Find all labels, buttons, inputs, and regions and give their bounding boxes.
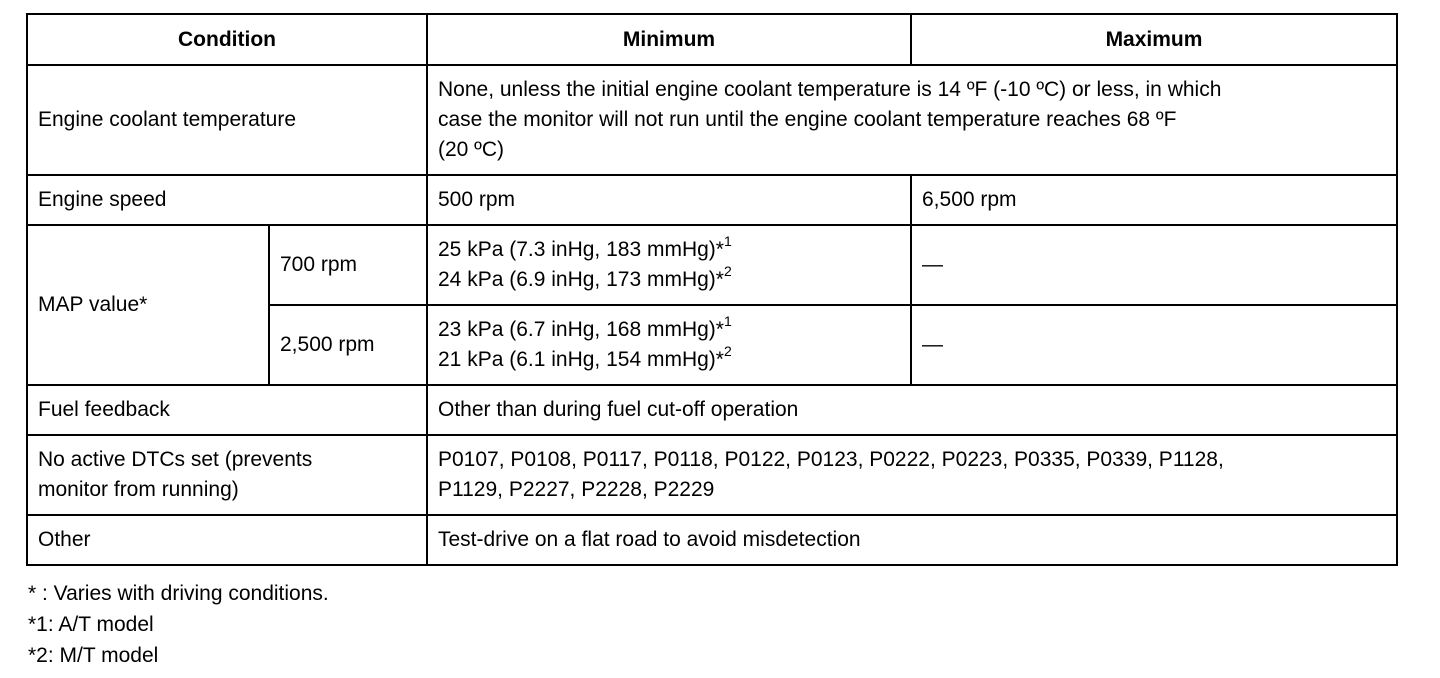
map-2500-min-line1: [438, 315, 900, 345]
coolant-value: [427, 65, 1397, 175]
table-row-other: [27, 515, 1397, 565]
other-label: Other: [27, 515, 427, 565]
map-label: MAP value*: [27, 225, 269, 385]
header-maximum: Maximum: [911, 14, 1397, 65]
map-2500-maximum: —: [911, 305, 1397, 385]
speed-minimum: 500 rpm: [427, 175, 911, 225]
header-row: [27, 14, 1397, 65]
map-2500-min-line1-sup: 1: [723, 313, 732, 329]
speed-maximum: 6,500 rpm: [911, 175, 1397, 225]
speed-label: Engine speed: [27, 175, 427, 225]
map-2500-min-line2-sup: 2: [723, 343, 732, 359]
footnote-at-model: *1: A/T model: [28, 613, 154, 636]
conditions-table: [26, 13, 1398, 566]
map-700-minimum: [427, 225, 911, 305]
map-700-min-line2-text: 24 kPa (6.9 inHg, 173 mmHg)*: [438, 268, 724, 291]
dtc-label-line1: No active DTCs set (prevents: [38, 448, 313, 471]
dtc-value-line2: P1129, P2227, P2228, P2229: [438, 478, 715, 501]
map-700-rpm: 700 rpm: [269, 225, 427, 305]
header-minimum: Minimum: [427, 14, 911, 65]
other-value: Test-drive on a flat road to avoid misdetection: [427, 515, 1397, 565]
table-row-fuel: [27, 385, 1397, 435]
map-700-min-line2: [438, 265, 900, 295]
fuel-value: Other than during fuel cut-off operation: [427, 385, 1397, 435]
coolant-value-line2: case the monitor will not run until the engine coolant temperature reaches 68 ºF: [438, 108, 1177, 131]
map-2500-min-line2-text: 21 kPa (6.1 inHg, 154 mmHg)*: [438, 348, 724, 371]
dtc-value-line1: P0107, P0108, P0117, P0118, P0122, P0123, P0222, P0223, P0335, P0339, P1128,: [438, 448, 1224, 471]
table-row-map-700: [27, 225, 1397, 305]
table-row-coolant: [27, 65, 1397, 175]
dtc-label: [27, 435, 427, 515]
dtc-value: [427, 435, 1397, 515]
map-700-min-line1-sup: 1: [723, 233, 732, 249]
map-700-min-line1: [438, 235, 900, 265]
header-condition: Condition: [27, 14, 427, 65]
map-2500-min-line2: [438, 345, 900, 375]
map-700-maximum: —: [911, 225, 1397, 305]
footnote-mt-model: *2: M/T model: [28, 644, 159, 667]
fuel-label: Fuel feedback: [27, 385, 427, 435]
table-row-dtc: [27, 435, 1397, 515]
map-700-min-line2-sup: 2: [723, 263, 732, 279]
map-2500-rpm: 2,500 rpm: [269, 305, 427, 385]
footnotes: [28, 578, 329, 671]
map-700-min-line1-text: 25 kPa (7.3 inHg, 183 mmHg)*: [438, 238, 724, 261]
table-row-speed: [27, 175, 1397, 225]
footnote-varies: * : Varies with driving conditions.: [28, 582, 329, 605]
map-2500-min-line1-text: 23 kPa (6.7 inHg, 168 mmHg)*: [438, 318, 724, 341]
map-2500-minimum: [427, 305, 911, 385]
coolant-label: Engine coolant temperature: [27, 65, 427, 175]
coolant-value-line1: None, unless the initial engine coolant temperature is 14 ºF (-10 ºC) or less, in which: [438, 78, 1222, 101]
dtc-label-line2: monitor from running): [38, 478, 239, 501]
coolant-value-line3: (20 ºC): [438, 138, 505, 161]
